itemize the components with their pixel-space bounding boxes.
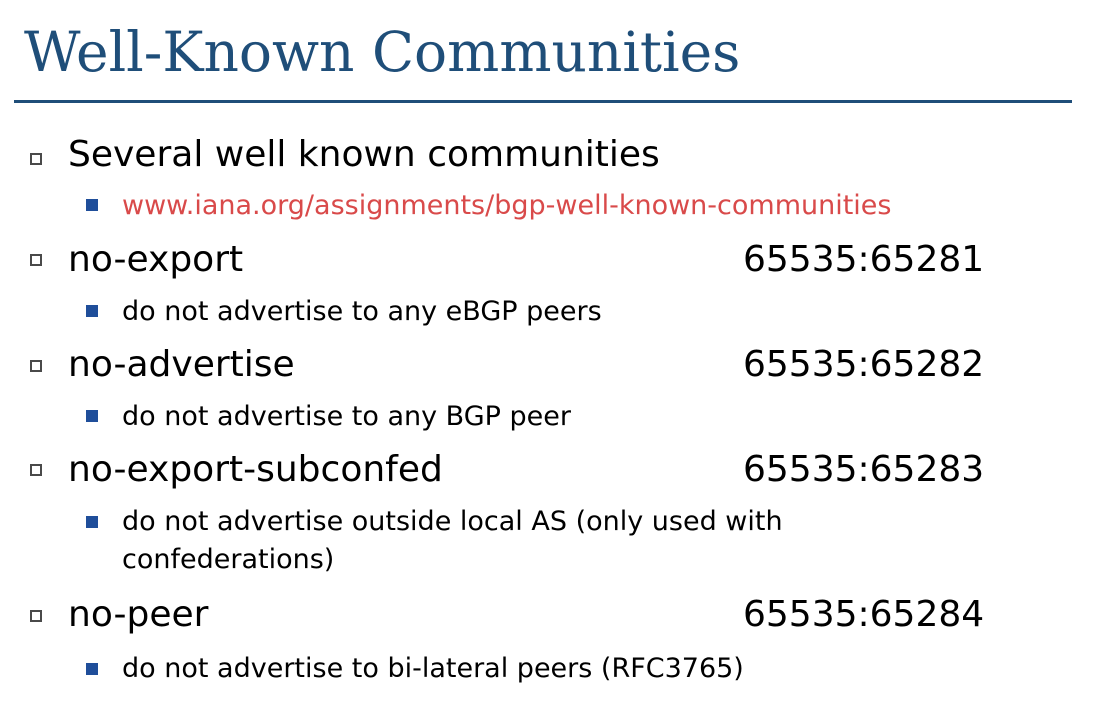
slide-title: Well-Known Communities <box>24 20 741 84</box>
hollow-square-bullet-icon <box>30 153 42 165</box>
iana-link[interactable]: www.iana.org/assignments/bgp-well-known-communities <box>122 190 892 221</box>
filled-square-bullet-icon <box>86 663 98 675</box>
item-label-no-export-subconfed: no-export-subconfed <box>68 449 443 490</box>
hollow-square-bullet-icon <box>30 360 42 372</box>
item-value-no-export: 65535:65281 <box>743 239 985 280</box>
item-value-no-advertise: 65535:65282 <box>743 344 985 385</box>
item-desc-no-peer: do not advertise to bi-lateral peers (RFC3765) <box>122 653 744 684</box>
item-label-no-peer: no-peer <box>68 594 209 635</box>
title-divider <box>14 100 1072 103</box>
hollow-square-bullet-icon <box>30 254 42 266</box>
item-label-no-advertise: no-advertise <box>68 344 295 385</box>
item-value-no-peer: 65535:65284 <box>743 594 985 635</box>
filled-square-bullet-icon <box>86 305 98 317</box>
item-desc-no-export-subconfed-line1: do not advertise outside local AS (only used with <box>122 506 783 537</box>
item-label-several-communities: Several well known communities <box>68 134 660 175</box>
item-label-no-export: no-export <box>68 239 244 280</box>
filled-square-bullet-icon <box>86 410 98 422</box>
item-value-no-export-subconfed: 65535:65283 <box>743 449 985 490</box>
hollow-square-bullet-icon <box>30 610 42 622</box>
hollow-square-bullet-icon <box>30 464 42 476</box>
item-desc-no-export: do not advertise to any eBGP peers <box>122 296 602 327</box>
item-desc-no-export-subconfed-line2: confederations) <box>122 544 335 575</box>
filled-square-bullet-icon <box>86 516 98 528</box>
filled-square-bullet-icon <box>86 199 98 211</box>
item-desc-no-advertise: do not advertise to any BGP peer <box>122 401 571 432</box>
